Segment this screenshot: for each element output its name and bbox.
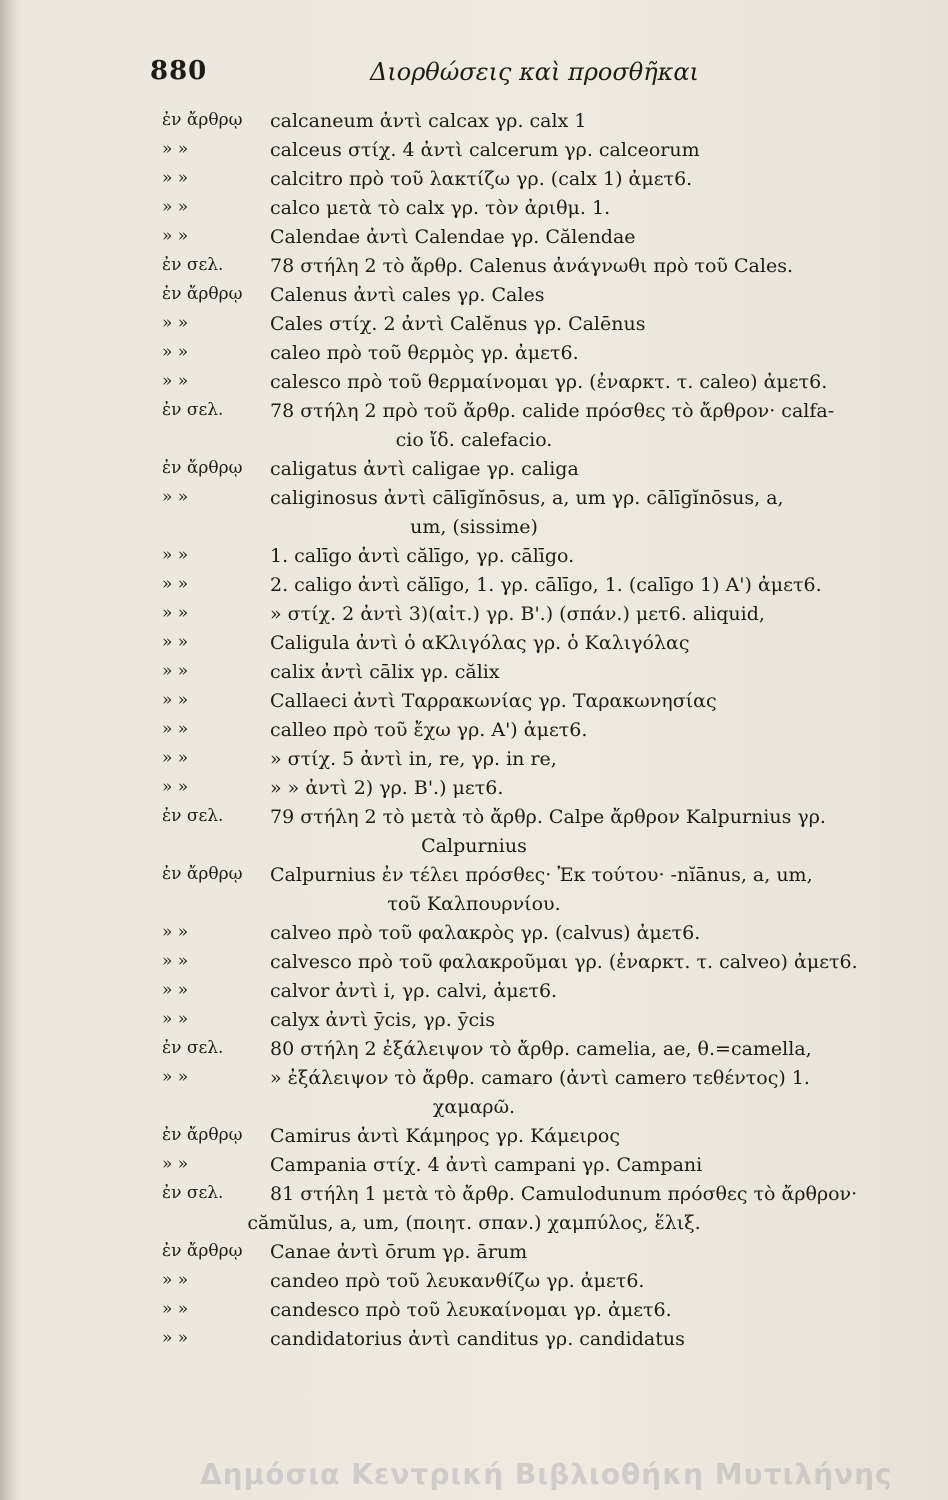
errata-entry — [0, 313, 948, 342]
entry-continuation — [0, 1096, 948, 1125]
page-header — [150, 56, 910, 96]
errata-entry — [0, 1009, 948, 1038]
entry-correction: calesco πρὸ τοῦ θερμαίνομαι γρ. (ἐναρκτ. τ. caleo) ἀμετ6. — [270, 371, 828, 393]
entry-reference: » » — [162, 748, 189, 768]
entry-reference: » » — [162, 371, 189, 391]
library-watermark: Δημόσια Κεντρική Βιβλιοθήκη Μυτιλήνης — [200, 1458, 893, 1491]
entry-reference: » » — [162, 574, 189, 594]
errata-entry — [0, 1270, 948, 1299]
errata-entry — [0, 371, 948, 400]
entry-correction: calceus στίχ. 4 ἀντὶ calcerum γρ. calceorum — [270, 139, 700, 161]
errata-entry — [0, 777, 948, 806]
errata-entry — [0, 110, 948, 139]
entry-reference: ἐν ἄρθρῳ — [162, 458, 243, 478]
page-number: 880 — [150, 56, 208, 86]
entry-correction: 81 στήλη 1 μετὰ τὸ ἄρθρ. Camulodunum πρόσθες τὸ ἄρθρον· — [270, 1183, 858, 1205]
entry-reference: ἐν ἄρθρῳ — [162, 110, 243, 130]
errata-entry — [0, 690, 948, 719]
entry-reference: ἐν σελ. — [162, 806, 224, 826]
errata-entry — [0, 980, 948, 1009]
entry-correction: calleo πρὸ τοῦ ἔχω γρ. Α') ἀμετ6. — [270, 719, 588, 741]
entry-correction: 78 στήλη 2 πρὸ τοῦ ἄρθρ. calide πρόσθες τὸ ἄρθρον· calfa- — [270, 400, 835, 422]
entry-correction: Canae ἀντὶ ōrum γρ. ārum — [270, 1241, 528, 1263]
entry-correction: candesco πρὸ τοῦ λευκαίνομαι γρ. ἀμετ6. — [270, 1299, 672, 1321]
entry-reference: ἐν ἄρθρῳ — [162, 864, 243, 884]
errata-entry — [0, 1125, 948, 1154]
entry-reference: » » — [162, 1009, 189, 1029]
errata-entry — [0, 922, 948, 951]
entry-correction: » » ἀντὶ 2) γρ. Β'.) μετ6. — [270, 777, 504, 799]
errata-entry — [0, 951, 948, 980]
entry-reference: ἐν ἄρθρῳ — [162, 284, 243, 304]
errata-entry — [0, 1154, 948, 1183]
running-title: Διορθώσεις καὶ προσθῆκαι — [370, 58, 699, 86]
entry-correction: Caligula ἀντὶ ὁ αΚλιγόλας γρ. ὁ Καλιγόλας — [270, 632, 690, 654]
entry-reference: » » — [162, 632, 189, 652]
entry-correction: calco μετὰ τὸ calx γρ. τὸν ἀριθμ. 1. — [270, 197, 611, 219]
errata-entry — [0, 1067, 948, 1096]
errata-entry — [0, 632, 948, 661]
entry-correction: calcaneum ἀντὶ calcax γρ. calx 1 — [270, 110, 587, 132]
entry-continuation — [0, 516, 948, 545]
errata-entry — [0, 197, 948, 226]
entry-correction: χαμαρῶ. — [432, 1096, 516, 1118]
entry-correction: Calpurnius ἐν τέλει πρόσθες· Ἐκ τούτου· -nĭānus, a, um, — [270, 864, 813, 886]
entry-reference: ἐν ἄρθρῳ — [162, 1241, 243, 1261]
entry-correction: candeo πρὸ τοῦ λευκανθίζω γρ. ἀμετ6. — [270, 1270, 645, 1292]
errata-entry — [0, 1183, 948, 1212]
entry-reference: » » — [162, 487, 189, 507]
entry-reference: » » — [162, 197, 189, 217]
entry-reference: » » — [162, 922, 189, 942]
errata-entry — [0, 545, 948, 574]
entry-reference: » » — [162, 168, 189, 188]
entry-reference: » » — [162, 342, 189, 362]
errata-entry — [0, 342, 948, 371]
errata-entry — [0, 603, 948, 632]
errata-entry — [0, 574, 948, 603]
entry-continuation — [0, 893, 948, 922]
entry-reference: ἐν σελ. — [162, 1183, 224, 1203]
entry-correction: Calpurnius — [421, 835, 527, 857]
errata-entry — [0, 284, 948, 313]
errata-entry — [0, 1038, 948, 1067]
entry-correction: calvor ἀντὶ i, γρ. calvi, ἀμετ6. — [270, 980, 558, 1002]
entry-correction: Campania στίχ. 4 ἀντὶ campani γρ. Campani — [270, 1154, 703, 1176]
errata-entry — [0, 1328, 948, 1357]
errata-entry — [0, 226, 948, 255]
entry-correction: » στίχ. 2 ἀντὶ 3)(αἰτ.) γρ. Β'.) (σπάν.) μετ6. aliquid, — [270, 603, 765, 625]
errata-entry — [0, 400, 948, 429]
entry-correction: Calenus ἀντὶ cales γρ. Cales — [270, 284, 545, 306]
entry-continuation — [0, 429, 948, 458]
entry-reference: » » — [162, 139, 189, 159]
errata-entry — [0, 255, 948, 284]
entry-correction: Camirus ἀντὶ Κάμηρος γρ. Κάμειρος — [270, 1125, 621, 1147]
entry-reference: » » — [162, 719, 189, 739]
entry-correction: 79 στήλη 2 τὸ μετὰ τὸ ἄρθρ. Calpe ἄρθρον Kalpurnius γρ. — [270, 806, 826, 828]
entry-reference: » » — [162, 661, 189, 681]
entry-reference: » » — [162, 1067, 189, 1087]
errata-entry — [0, 1299, 948, 1328]
entry-correction: 2. caligo ἀντὶ călīgo, 1. γρ. cālīgo, 1. (calīgo 1) Α') ἀμετ6. — [270, 574, 822, 596]
entry-continuation — [0, 1212, 948, 1241]
entry-reference: » » — [162, 980, 189, 1000]
entry-correction: caleo πρὸ τοῦ θερμὸς γρ. ἀμετ6. — [270, 342, 579, 364]
entry-reference: » » — [162, 545, 189, 565]
entry-correction: 80 στήλη 2 ἐξάλειψον τὸ ἄρθρ. camelia, ae, θ.=camella, — [270, 1038, 812, 1060]
entry-reference: » » — [162, 603, 189, 623]
entry-reference: » » — [162, 1154, 189, 1174]
entry-reference: » » — [162, 777, 189, 797]
entry-reference: » » — [162, 1299, 189, 1319]
errata-entry — [0, 139, 948, 168]
errata-entry — [0, 168, 948, 197]
entry-correction: candidatorius ἀντὶ canditus γρ. candidatus — [270, 1328, 685, 1350]
errata-entry — [0, 487, 948, 516]
entry-reference: » » — [162, 226, 189, 246]
entry-correction: » στίχ. 5 ἀντὶ in, re, γρ. in re, — [270, 748, 557, 770]
entry-correction: 78 στήλη 2 τὸ ἄρθρ. Calenus ἀνάγνωθι πρὸ τοῦ Cales. — [270, 255, 793, 277]
entry-correction: calvesco πρὸ τοῦ φαλακροῦμαι γρ. (ἐναρκτ. τ. calveo) ἀμετ6. — [270, 951, 858, 973]
entry-correction: calcitro πρὸ τοῦ λακτίζω γρ. (calx 1) ἀμετ6. — [270, 168, 693, 190]
errata-entry — [0, 748, 948, 777]
errata-entry — [0, 458, 948, 487]
entry-reference: » » — [162, 1328, 189, 1348]
errata-entry — [0, 806, 948, 835]
entry-correction: Cales στίχ. 2 ἀντὶ Calĕnus γρ. Calēnus — [270, 313, 646, 335]
entry-correction: calveo πρὸ τοῦ φαλακρὸς γρ. (calvus) ἀμετ6. — [270, 922, 701, 944]
entry-reference: » » — [162, 951, 189, 971]
entry-correction: τοῦ Καλπουρνίου. — [387, 893, 561, 915]
errata-entry — [0, 661, 948, 690]
entry-correction: Callaeci ἀντὶ Ταρρακωνίας γρ. Ταρακωνησίας — [270, 690, 717, 712]
errata-entry — [0, 719, 948, 748]
entry-correction: Calendae ἀντὶ Calendae γρ. Călendae — [270, 226, 636, 248]
entry-reference: ἐν ἄρθρῳ — [162, 1125, 243, 1145]
entry-reference: ἐν σελ. — [162, 1038, 224, 1058]
entry-reference: ἐν σελ. — [162, 255, 224, 275]
entry-reference: » » — [162, 313, 189, 333]
entry-correction: cio ἴδ. calefacio. — [395, 429, 553, 451]
errata-entry — [0, 864, 948, 893]
entry-correction: calyx ἀντὶ ȳcis, γρ. ȳcis — [270, 1009, 496, 1031]
entry-correction: calix ἀντὶ cālix γρ. călix — [270, 661, 500, 683]
entry-correction: » ἐξάλειψον τὸ ἄρθρ. camaro (ἀντὶ camero τεθέντος) 1. — [270, 1067, 810, 1089]
entry-correction: 1. calīgo ἀντὶ călīgo, γρ. cālīgo. — [270, 545, 575, 567]
entry-continuation — [0, 835, 948, 864]
entry-correction: cămŭlus, a, um, (ποιητ. σπαν.) χαμπύλος, ἕλιξ. — [247, 1212, 701, 1234]
entry-correction: caligatus ἀντὶ caligae γρ. caliga — [270, 458, 579, 480]
entry-reference: ἐν σελ. — [162, 400, 224, 420]
entry-reference: » » — [162, 1270, 189, 1290]
entry-correction: caliginosus ἀντὶ cālīgĭnōsus, a, um γρ. cālīgĭnōsus, a, — [270, 487, 784, 509]
entry-reference: » » — [162, 690, 189, 710]
entry-correction: um, (sissime) — [410, 516, 538, 538]
errata-entry — [0, 1241, 948, 1270]
